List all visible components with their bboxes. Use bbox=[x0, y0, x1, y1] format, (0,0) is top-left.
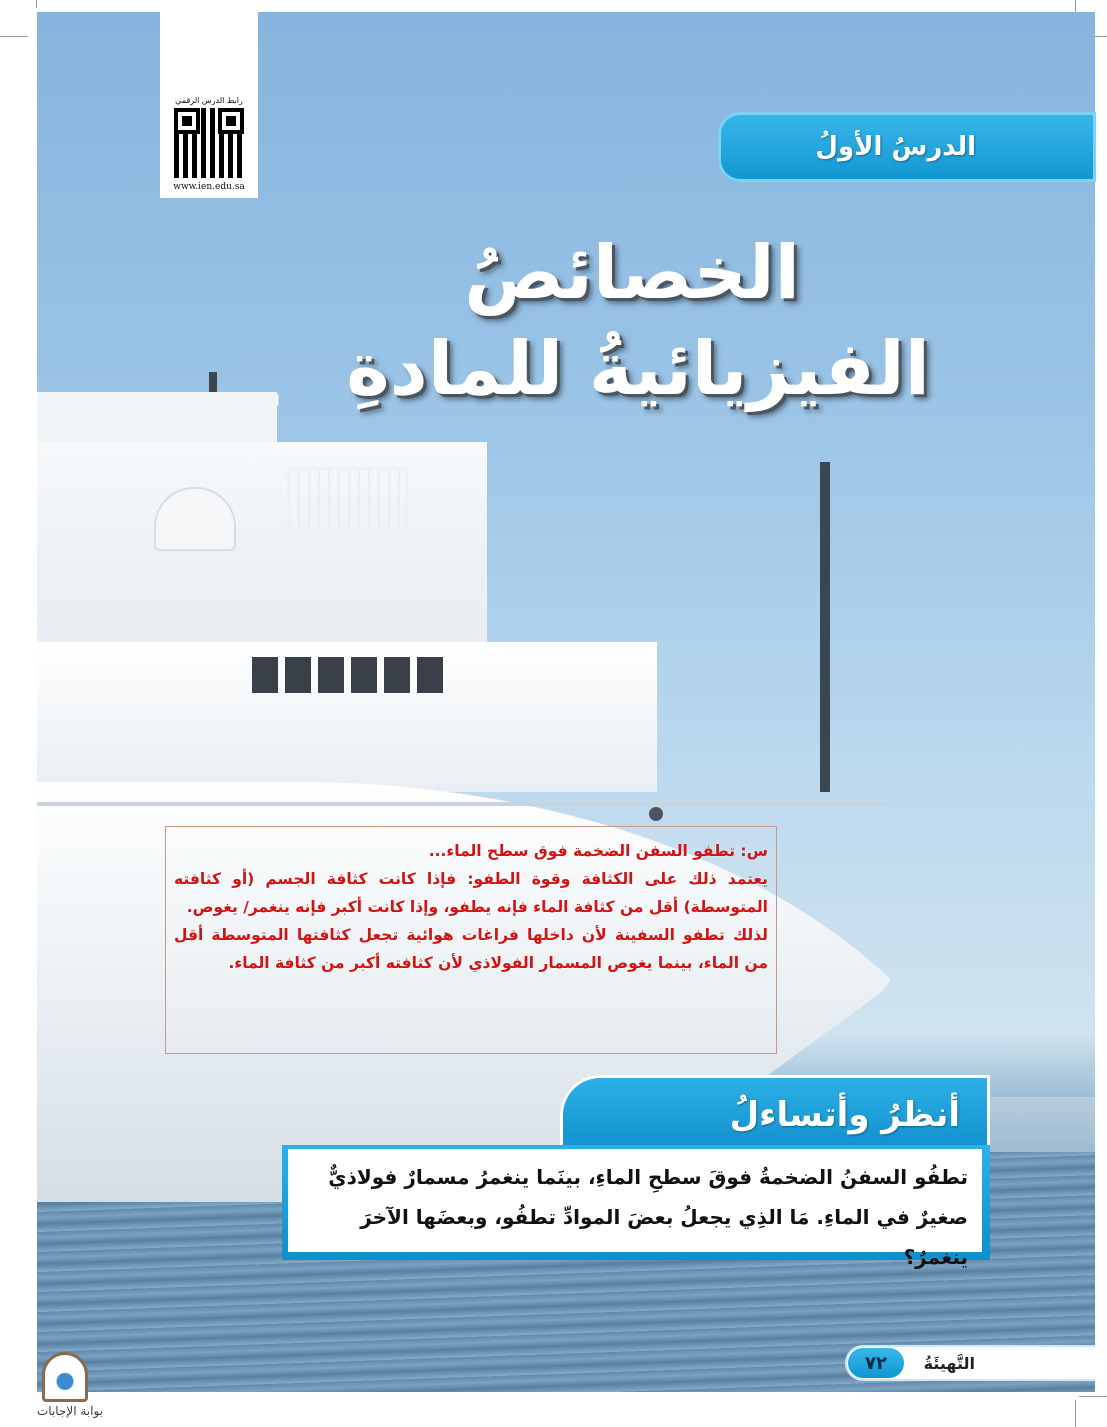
bridge-window bbox=[252, 657, 278, 693]
bridge-window bbox=[318, 657, 344, 693]
answer-note bbox=[165, 826, 777, 1054]
qr-label: رابط الدرس الرقمي bbox=[175, 96, 243, 105]
watermark-text: بوابة الإجابات bbox=[36, 1404, 103, 1418]
look-wonder-heading: أنظرُ وأتساءلُ bbox=[729, 1095, 960, 1135]
crop-mark bbox=[1075, 1400, 1076, 1427]
lesson-label: الدرسُ الأولُ bbox=[815, 132, 976, 162]
ship-railing bbox=[287, 467, 408, 530]
note-line: يعتمد ذلك على الكثافة وقوة الطفو: فإذا كانت كثافة الجسم (أو كثافته المتوسطة) أقل من كثافة الماء فإنه يطفو، وإذا كانت أكبر فإنه ينغمر/ يغوص. bbox=[174, 870, 768, 916]
bridge-window bbox=[351, 657, 377, 693]
page-title bbox=[270, 225, 930, 417]
look-wonder-header bbox=[560, 1075, 990, 1155]
hull-line bbox=[37, 802, 887, 806]
crop-mark bbox=[0, 36, 28, 37]
qr-url: www.ien.edu.sa bbox=[173, 182, 245, 192]
ship-mast bbox=[820, 462, 830, 792]
note-line: س: تطفو السفن الضخمة فوق سطح الماء... bbox=[428, 842, 768, 860]
ship-upper-deck bbox=[37, 442, 487, 652]
title-line-1: الخصائصُ bbox=[464, 230, 800, 316]
page-number: ٧٢ bbox=[848, 1348, 904, 1378]
look-wonder-text: تطفُو السفنُ الضخمةُ فوقَ سطحِ الماءِ، بينَما ينغمرُ مسمارٌ فولاذيٌّ صغيرٌ في الماءِ. مَا الذِي يجعلُ بعضَ الموادِّ تطفُو، وبعضَها الآخرَ ينغمرُ؟ bbox=[288, 1149, 982, 1252]
porthole bbox=[649, 807, 663, 821]
note-line: لذلك تطفو السفينة لأن داخلها فراغات هوائية تجعل كثافتها المتوسطة أقل من الماء، بينما يغوص المسمار الفولاذي لأن كثافته أكبر من كثافة الماء. bbox=[174, 926, 768, 972]
title-line-2: الفيزيائيةُ للمادةِ bbox=[346, 326, 930, 412]
ship-bridge-deck bbox=[37, 642, 657, 792]
crop-mark bbox=[1079, 1396, 1107, 1397]
bridge-window bbox=[417, 657, 443, 693]
qr-code-icon[interactable] bbox=[174, 108, 244, 178]
look-wonder-box bbox=[282, 1145, 990, 1269]
crop-mark bbox=[36, 0, 37, 8]
lesson-tab bbox=[718, 112, 1096, 182]
bridge-window bbox=[384, 657, 410, 693]
bridge-window bbox=[285, 657, 311, 693]
qr-card bbox=[160, 12, 258, 198]
footer-section: التَّهيئَةُ bbox=[923, 1353, 975, 1373]
watermark-logo-icon bbox=[42, 1352, 88, 1402]
